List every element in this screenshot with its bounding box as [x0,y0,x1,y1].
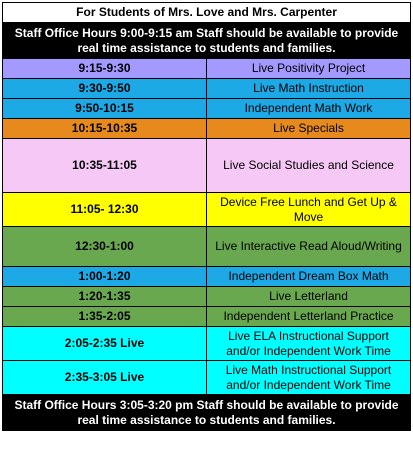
office-hours-top: Staff Office Hours 9:00-9:15 am Staff should be available to provide real time assistance to students and families. [3,23,411,59]
activity-cell: Live Interactive Read Aloud/Writing [207,227,411,267]
table-row [3,119,411,139]
table-row [3,139,411,193]
table-row [3,193,411,227]
time-cell: 12:30-1:00 [3,227,207,267]
schedule-table [2,2,411,431]
time-cell: 10:35-11:05 [3,139,207,193]
table-row [3,327,411,361]
time-cell: 2:05-2:35 Live [3,327,207,361]
activity-cell: Live Positivity Project [207,59,411,79]
table-row [3,79,411,99]
table-row [3,361,411,395]
time-cell: 10:15-10:35 [3,119,207,139]
office-hours-bottom-row [3,395,411,431]
activity-cell: Independent Dream Box Math [207,267,411,287]
header-row [3,3,411,23]
time-cell: 2:35-3:05 Live [3,361,207,395]
activity-cell: Independent Math Work [207,99,411,119]
table-row [3,227,411,267]
table-row [3,287,411,307]
time-cell: 9:15-9:30 [3,59,207,79]
schedule-header: For Students of Mrs. Love and Mrs. Carpenter [3,3,411,23]
table-row [3,267,411,287]
table-row [3,307,411,327]
time-cell: 9:50-10:15 [3,99,207,119]
activity-cell: Live Social Studies and Science [207,139,411,193]
activity-cell: Live Specials [207,119,411,139]
time-cell: 1:00-1:20 [3,267,207,287]
table-row [3,99,411,119]
time-cell: 11:05- 12:30 [3,193,207,227]
activity-cell: Independent Letterland Practice [207,307,411,327]
activity-cell: Device Free Lunch and Get Up & Move [207,193,411,227]
office-hours-top-row [3,23,411,59]
activity-cell: Live Letterland [207,287,411,307]
activity-cell: Live Math Instruction [207,79,411,99]
office-hours-bottom: Staff Office Hours 3:05-3:20 pm Staff should be available to provide real time assistance to students and families. [3,395,411,431]
time-cell: 1:35-2:05 [3,307,207,327]
time-cell: 9:30-9:50 [3,79,207,99]
activity-cell: Live Math Instructional Support and/or Independent Work Time [207,361,411,395]
time-cell: 1:20-1:35 [3,287,207,307]
table-row [3,59,411,79]
activity-cell: Live ELA Instructional Support and/or Independent Work Time [207,327,411,361]
